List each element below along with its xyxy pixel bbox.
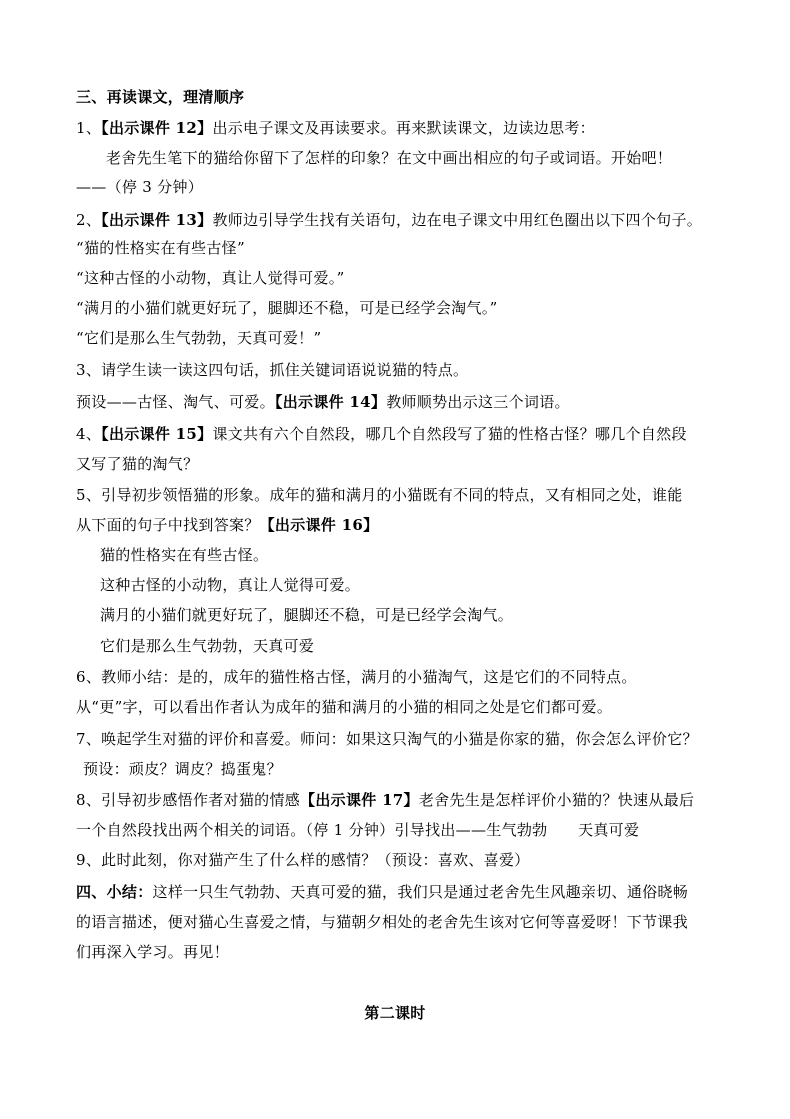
quote-sentence: “这种古怪的小动物，真让人觉得可爱。” [76, 269, 345, 287]
step-4-line-1 [76, 424, 687, 444]
step-7-line-2: 预设：顽皮？调皮？捣蛋鬼？ [83, 760, 282, 778]
step-2-line-1 [76, 210, 702, 230]
courseware-tag: 【出示课件 12】 [101, 119, 213, 137]
step-1-line-3: ——（停 3 分钟） [76, 178, 204, 196]
step-text: 从下面的句子中找到答案？ [76, 516, 260, 534]
courseware-tag: 【出示课件 16】 [259, 516, 379, 534]
step-text: 预设——古怪、淘气、可爱。 [76, 393, 275, 411]
step-6-line-1: 6、教师小结：是的，成年的猫性格古怪，满月的小猫淘气，这是它们的不同特点。 [76, 668, 637, 686]
summary-line-3: 们再深入学习。再见！ [76, 943, 230, 961]
courseware-tag: 【出示课件 14】 [274, 393, 387, 411]
step-5-line-2 [76, 515, 378, 535]
step-6-line-2: 从“更”字，可以看出作者认为成年的猫和满月的小猫的相同之处是它们都可爱。 [76, 698, 613, 716]
step-number: 4、 [76, 425, 102, 443]
courseware-tag: 【出示课件 13】 [101, 211, 213, 229]
courseware-tag: 【出示课件 15】 [101, 425, 213, 443]
step-8-line-2: 一个自然段找出两个相关的词语。（停 1 分钟）引导找出——生气勃勃 天真可爱 [76, 821, 640, 839]
summary-line-2: 的语言描述，便对猫心生喜爱之情，与猫朝夕相处的老舍先生该对它何等喜爱呀！下节课我 [76, 913, 689, 931]
quote-sentence: “满月的小猫们就更好玩了，腿脚还不稳，可是已经学会淘气。” [76, 299, 498, 317]
step-number: 2、 [76, 211, 102, 229]
summary-line-1 [76, 882, 688, 902]
lesson-2-title: 第二课时 [364, 1004, 426, 1022]
step-3-line-1: 3、请学生读一读这四句话，抓住关键词语说说猫的特点。 [76, 361, 469, 379]
step-text: 课文共有六个自然段，哪几个自然段写了猫的性格古怪？哪几个自然段 [212, 425, 687, 443]
step-5-line-1: 5、引导初步领悟猫的形象。成年的猫和满月的小猫既有不同的特点，又有相同之处，谁能 [76, 486, 683, 504]
step-7-line-1: 7、唤起学生对猫的评价和喜爱。师问：如果这只淘气的小猫是你家的猫，你会怎么评价它？ [76, 730, 698, 748]
step-text: 教师边引导学生找有关语句，边在电子课文中用红色圈出以下四个句子。 [212, 211, 703, 229]
step-9-line-1: 9、此时此刻，你对猫产生了什么样的感情？（预设：喜欢、喜爱） [76, 851, 530, 869]
summary-text: 这样一只生气勃勃、天真可爱的猫，我们只是通过老舍先生风趣亲切、通俗晓畅 [152, 883, 689, 901]
step-8-line-1 [76, 790, 694, 810]
step-1-line-1 [76, 118, 595, 138]
example-sentence: 猫的性格实在有些古怪。 [100, 546, 269, 564]
step-text: 8、引导初步感悟作者对猫的情感 [76, 791, 301, 809]
section-heading-reread: 三、再读课文，理清顺序 [76, 88, 245, 106]
quote-sentence: “它们是那么生气勃勃，天真可爱！” [76, 329, 322, 347]
step-number: 1、 [76, 119, 102, 137]
example-sentence: 它们是那么生气勃勃，天真可爱 [100, 637, 315, 655]
step-text: 老舍先生是怎样评价小猫的？快速从最后 [418, 791, 695, 809]
summary-label: 四、小结： [76, 883, 153, 901]
step-text: 出示电子课文及再读要求。再来默读课文，边读边思考： [212, 119, 595, 137]
step-3-line-2 [76, 392, 570, 412]
courseware-tag: 【出示课件 17】 [300, 791, 419, 809]
step-text: 教师顺势出示这三个词语。 [386, 393, 570, 411]
step-1-line-2: 老舍先生笔下的猫给你留下了怎样的印象？在文中画出相应的句子或词语。开始吧！ [106, 149, 673, 167]
example-sentence: 满月的小猫们就更好玩了，腿脚还不稳，可是已经学会淘气。 [100, 606, 514, 624]
example-sentence: 这种古怪的小动物，真让人觉得可爱。 [100, 576, 361, 594]
step-4-line-2: 又写了猫的淘气？ [76, 455, 199, 473]
quote-sentence: “猫的性格实在有些古怪” [76, 239, 245, 257]
